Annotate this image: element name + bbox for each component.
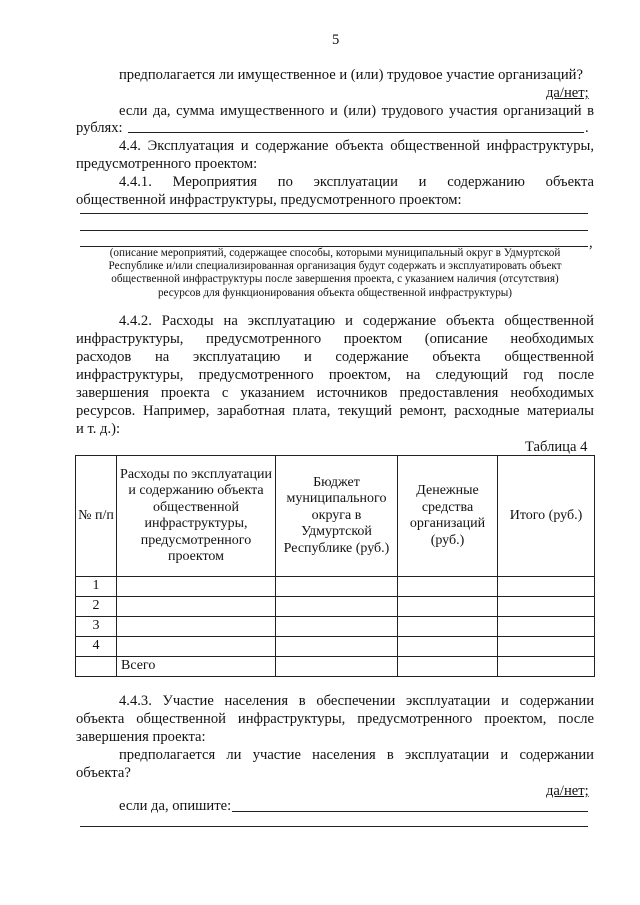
expenses-table [75, 455, 595, 677]
table-cell[interactable] [398, 657, 498, 677]
measures-note-line-2: Республике и/или специализированная организация будут содержать и эксплуатировать объект [108, 260, 562, 272]
table-row [76, 637, 595, 657]
expenses-para-line-1: 4.4.2. Расходы на эксплуатацию и содержание объекта общественной [119, 313, 594, 329]
expenses-para-line-5: завершения проекта с указанием источников предоставления необходимых [76, 385, 594, 401]
table-caption: Таблица 4 [525, 439, 588, 455]
header-number: № п/п [76, 456, 117, 577]
measures-fill-line-2 [80, 230, 588, 231]
expenses-para-line-3: расходов на эксплуатацию и содержание объекта общественной [76, 349, 594, 365]
population-question-cont: объекта? [76, 765, 131, 781]
expenses-para-line-7: и т. д.): [76, 421, 121, 437]
table-total-row [76, 657, 595, 677]
page-number: 5 [332, 32, 340, 48]
row-number: 4 [76, 637, 117, 657]
table-cell[interactable] [117, 577, 276, 597]
section-4-4-1-heading-cont: общественной инфраструктуры, предусмотренного проектом: [76, 192, 462, 208]
end-comma: , [589, 235, 593, 251]
section-title-4-4-cont: предусмотренного проектом: [76, 156, 258, 172]
table-cell[interactable] [498, 617, 595, 637]
end-dot: . [585, 120, 589, 136]
table-cell[interactable] [117, 597, 276, 617]
population-para-line-1: 4.4.3. Участие населения в обеспечении эксплуатации и содержании [119, 693, 594, 709]
table-cell[interactable] [398, 597, 498, 617]
table-cell[interactable] [498, 597, 595, 617]
table-cell[interactable] [498, 637, 595, 657]
measures-note-line-1: (описание мероприятий, содержащее способы, которыми муниципальный округ в Удмуртской [109, 247, 561, 259]
table-cell[interactable] [276, 617, 398, 637]
table-cell[interactable] [498, 657, 595, 677]
population-question: предполагается ли участие населения в эксплуатации и содержании [119, 747, 594, 763]
table-row [76, 617, 595, 637]
table-cell[interactable] [117, 617, 276, 637]
row-number: 1 [76, 577, 117, 597]
header-org-funds: Денежные средства организаций (руб.) [398, 456, 498, 577]
table-cell[interactable] [398, 617, 498, 637]
table-header-row [76, 456, 595, 577]
section-title-4-4: 4.4. Эксплуатация и содержание объекта общественной инфраструктуры, [119, 138, 594, 154]
expenses-para-line-4: инфраструктуры, предусмотренного проектом, на следующий год после [76, 367, 594, 383]
rubles-label: рублях: [76, 120, 123, 136]
table-cell[interactable] [276, 637, 398, 657]
table-cell[interactable] [117, 637, 276, 657]
row-number: 3 [76, 617, 117, 637]
population-para-line-3: завершения проекта: [76, 729, 206, 745]
population-para-line-2: объекта общественной инфраструктуры, предусмотренного проектом, после [76, 711, 594, 727]
table-cell[interactable] [276, 657, 398, 677]
describe-label: если да, опишите: [119, 798, 232, 814]
expenses-para-line-6: ресурсов. Например, заработная плата, текущий ремонт, расходные материалы [76, 403, 594, 419]
row-number: 2 [76, 597, 117, 617]
yes-no-answer-2: да/нет; [546, 783, 589, 799]
total-label: Всего [117, 657, 276, 677]
yes-no-answer: да/нет; [546, 85, 589, 101]
org-sum-line: если да, сумма имущественного и (или) трудового участия организаций в [119, 103, 594, 119]
describe-fill-line-2 [80, 826, 588, 827]
table-cell[interactable] [398, 637, 498, 657]
header-budget: Бюджет муниципального округа в Удмуртской Республике (руб.) [276, 456, 398, 577]
table-row [76, 577, 595, 597]
table-cell[interactable] [498, 577, 595, 597]
table-cell[interactable] [398, 577, 498, 597]
measures-note-line-4: ресурсов для функционирования объекта общественной инфраструктуры) [157, 287, 513, 299]
describe-fill-line-1 [232, 811, 588, 812]
table-cell[interactable] [276, 597, 398, 617]
section-4-4-1-heading: 4.4.1. Мероприятия по эксплуатации и содержанию объекта [119, 174, 594, 190]
header-total: Итого (руб.) [498, 456, 595, 577]
table-cell [76, 657, 117, 677]
expenses-para-line-2: инфраструктуры, предусмотренного проектом (описание необходимых [76, 331, 594, 347]
org-participation-question: предполагается ли имущественное и (или) трудовое участие организаций? [119, 67, 583, 83]
rubles-fill-line [128, 132, 584, 133]
header-expenses: Расходы по эксплуатации и содержанию объекта общественной инфраструктуры, предусмотренного проектом [117, 456, 276, 577]
measures-note-line-3: общественной инфраструктуры после завершения проекта, с указанием наличия (отсутствия) [111, 273, 559, 285]
measures-fill-line-1 [80, 213, 588, 214]
table-cell[interactable] [276, 577, 398, 597]
table-row [76, 597, 595, 617]
